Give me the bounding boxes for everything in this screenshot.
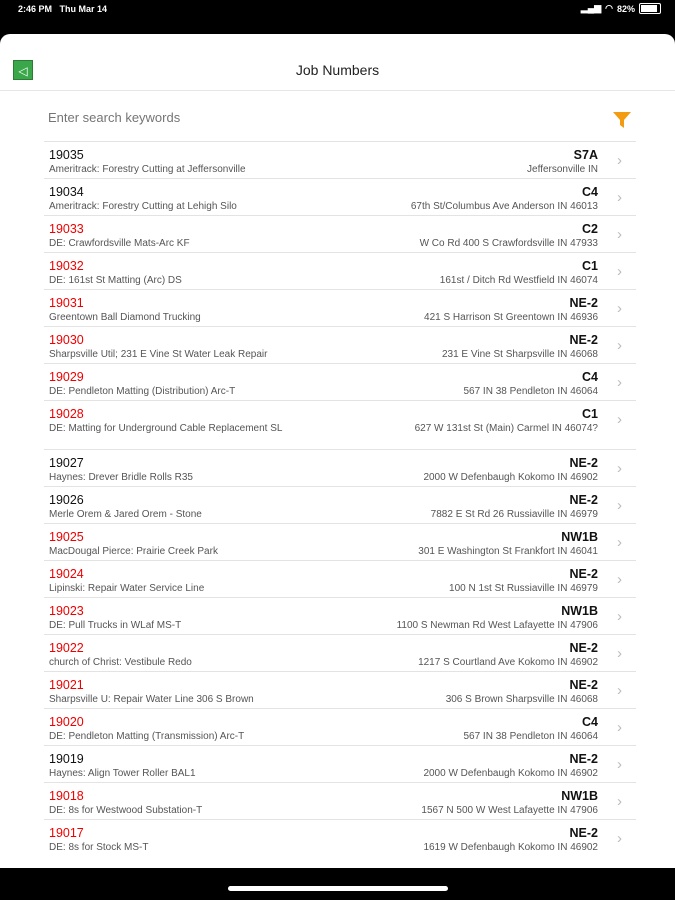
job-address: W Co Rd 400 S Crawfordsville IN 47933 (419, 238, 598, 249)
job-description: DE: Pendleton Matting (Transmission) Arc-T (49, 731, 245, 742)
job-address: 567 IN 38 Pendleton IN 46064 (463, 731, 598, 742)
job-address: 627 W 131st St (Main) Carmel IN 46074? (414, 423, 598, 434)
chevron-right-icon: › (617, 756, 622, 773)
job-row[interactable] (44, 215, 636, 252)
job-description: Greentown Ball Diamond Trucking (49, 312, 201, 323)
job-number: 19019 (49, 752, 84, 766)
job-address: 306 S Brown Sharpsville IN 46068 (445, 694, 598, 705)
job-list (44, 141, 636, 856)
job-row[interactable] (44, 141, 636, 178)
job-address: 231 E Vine St Sharpsville IN 46068 (441, 349, 598, 360)
chevron-right-icon: › (617, 645, 622, 662)
chevron-right-icon: › (617, 830, 622, 847)
job-description: DE: Matting for Underground Cable Replacement SL (49, 423, 283, 434)
job-row[interactable] (44, 363, 636, 400)
chevron-right-icon: › (617, 152, 622, 169)
job-description: MacDougal Pierce: Prairie Creek Park (49, 546, 218, 557)
job-number: 19021 (49, 678, 84, 692)
app-screen (0, 34, 675, 868)
page-title: Job Numbers (295, 62, 380, 78)
back-icon[interactable]: ◁ (13, 60, 33, 80)
job-number: 19024 (49, 567, 84, 581)
chevron-right-icon: › (617, 189, 622, 206)
job-description: DE: 8s for Stock MS-T (49, 842, 149, 853)
job-row[interactable] (44, 597, 636, 634)
job-number: 19031 (49, 296, 84, 310)
job-row[interactable] (44, 560, 636, 597)
job-address: 7882 E St Rd 26 Russiaville IN 46979 (430, 509, 598, 520)
chevron-right-icon: › (617, 682, 622, 699)
job-description: Haynes: Drever Bridle Rolls R35 (49, 472, 193, 483)
chevron-right-icon: › (617, 263, 622, 280)
job-address: 161st / Ditch Rd Westfield IN 46074 (439, 275, 598, 286)
job-address: 100 N 1st St Russiaville IN 46979 (449, 583, 598, 594)
job-zone: C4 (582, 370, 598, 384)
job-description: Merle Orem & Jared Orem - Stone (49, 509, 202, 520)
job-row[interactable] (44, 486, 636, 523)
job-zone: NE-2 (569, 752, 598, 766)
job-address: 1567 N 500 W West Lafayette IN 47906 (421, 805, 598, 816)
wifi-icon: ◠ (605, 3, 613, 13)
chevron-right-icon: › (617, 411, 622, 428)
job-address: 2000 W Defenbaugh Kokomo IN 46902 (423, 472, 598, 483)
job-number: 19027 (49, 456, 84, 470)
job-zone: NE-2 (569, 333, 598, 347)
job-zone: NW1B (561, 530, 598, 544)
job-description: Ameritrack: Forestry Cutting at Lehigh Silo (49, 201, 237, 212)
job-address: 2000 W Defenbaugh Kokomo IN 46902 (423, 768, 598, 779)
chevron-right-icon: › (617, 571, 622, 588)
job-number: 19018 (49, 789, 84, 803)
signal-icon: ▂▄▆ (580, 3, 602, 13)
job-number: 19035 (49, 148, 84, 162)
chevron-right-icon: › (617, 300, 622, 317)
status-right (581, 3, 661, 14)
filter-icon[interactable] (612, 110, 632, 130)
battery-percent: 82% (616, 3, 635, 14)
job-number: 19029 (49, 370, 84, 384)
job-description: DE: Pull Trucks in WLaf MS-T (49, 620, 182, 631)
chevron-right-icon: › (617, 460, 622, 477)
job-number: 19030 (49, 333, 84, 347)
job-description: DE: Crawfordsville Mats-Arc KF (49, 238, 190, 249)
job-zone: C1 (582, 259, 598, 273)
job-zone: S7A (573, 148, 598, 162)
job-address: 567 IN 38 Pendleton IN 46064 (463, 386, 598, 397)
job-zone: C4 (582, 715, 598, 729)
status-time: 2:46 PM Thu Mar 14 (18, 4, 108, 14)
home-indicator[interactable] (228, 886, 448, 891)
job-address: 67th St/Columbus Ave Anderson IN 46013 (410, 201, 598, 212)
job-description: DE: 161st St Matting (Arc) DS (49, 275, 182, 286)
job-row[interactable] (44, 326, 636, 363)
job-number: 19034 (49, 185, 84, 199)
chevron-right-icon: › (617, 793, 622, 810)
chevron-right-icon: › (617, 497, 622, 514)
search-input[interactable] (48, 110, 588, 125)
chevron-right-icon: › (617, 534, 622, 551)
job-zone: NW1B (561, 789, 598, 803)
chevron-right-icon: › (617, 374, 622, 391)
chevron-right-icon: › (617, 337, 622, 354)
job-row[interactable] (44, 289, 636, 326)
job-description: Haynes: Align Tower Roller BAL1 (49, 768, 196, 779)
job-zone: NE-2 (569, 641, 598, 655)
job-description: Lipinski: Repair Water Service Line (49, 583, 205, 594)
job-zone: C4 (582, 185, 598, 199)
job-number: 19020 (49, 715, 84, 729)
job-description: Ameritrack: Forestry Cutting at Jeffersonville (49, 164, 246, 175)
job-address: 1100 S Newman Rd West Lafayette IN 47906 (396, 620, 598, 631)
job-zone: NE-2 (569, 456, 598, 470)
job-row[interactable] (44, 178, 636, 215)
job-number: 19033 (49, 222, 84, 236)
job-zone: C2 (582, 222, 598, 236)
nav-bar (0, 34, 675, 91)
job-zone: NE-2 (569, 826, 598, 840)
job-zone: C1 (582, 407, 598, 421)
job-row[interactable] (44, 523, 636, 560)
job-row[interactable] (44, 449, 636, 486)
status-bar (0, 0, 675, 20)
job-address: 1217 S Courtland Ave Kokomo IN 46902 (418, 657, 598, 668)
chevron-right-icon: › (617, 226, 622, 243)
job-zone: NE-2 (569, 296, 598, 310)
job-address: 301 E Washington St Frankfort IN 46041 (418, 546, 598, 557)
job-address: 1619 W Defenbaugh Kokomo IN 46902 (423, 842, 598, 853)
job-number: 19028 (49, 407, 84, 421)
job-row[interactable] (44, 745, 636, 782)
job-zone: NE-2 (569, 493, 598, 507)
battery-icon (639, 3, 661, 14)
job-number: 19023 (49, 604, 84, 618)
job-zone: NW1B (561, 604, 598, 618)
job-row[interactable] (44, 782, 636, 819)
job-description: Sharpsville Util; 231 E Vine St Water Leak Repair (49, 349, 268, 360)
job-zone: NE-2 (569, 678, 598, 692)
job-number: 19025 (49, 530, 84, 544)
job-number: 19022 (49, 641, 84, 655)
job-number: 19026 (49, 493, 84, 507)
job-row[interactable] (44, 819, 636, 856)
job-row[interactable] (44, 400, 636, 449)
job-row[interactable] (44, 708, 636, 745)
job-number: 19017 (49, 826, 84, 840)
job-row[interactable] (44, 252, 636, 289)
job-zone: NE-2 (569, 567, 598, 581)
job-row[interactable] (44, 671, 636, 708)
chevron-right-icon: › (617, 608, 622, 625)
job-description: DE: Pendleton Matting (Distribution) Arc-T (49, 386, 236, 397)
job-address: 421 S Harrison St Greentown IN 46936 (424, 312, 598, 323)
job-description: Sharpsville U: Repair Water Line 306 S Brown (49, 694, 254, 705)
job-description: church of Christ: Vestibule Redo (49, 657, 192, 668)
job-row[interactable] (44, 634, 636, 671)
chevron-right-icon: › (617, 719, 622, 736)
job-description: DE: 8s for Westwood Substation-T (49, 805, 203, 816)
job-address: Jeffersonville IN (527, 164, 598, 175)
job-number: 19032 (49, 259, 84, 273)
